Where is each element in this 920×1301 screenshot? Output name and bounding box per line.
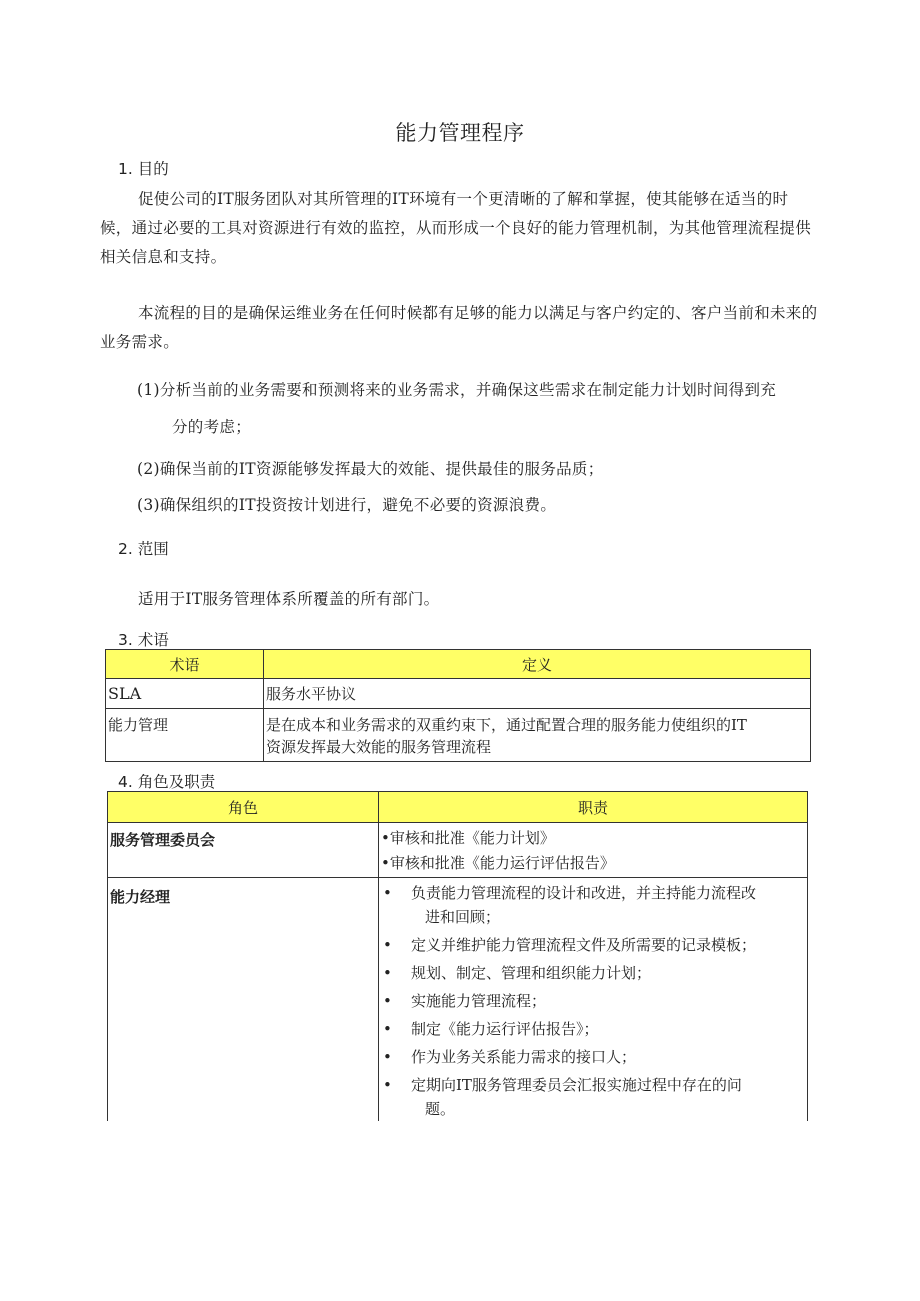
def-cell (264, 709, 811, 762)
term-cell: 能力管理 (106, 709, 264, 762)
roles-header-role: 角色 (108, 792, 379, 823)
purpose-item-1-cont: 分的考虑； (172, 418, 252, 436)
purpose-item-1: (1)分析当前的业务需要和预测将来的业务需求，并确保这些需求在制定能力计划时间得到充 (137, 381, 777, 399)
section2-heading: 2. 范围 (118, 540, 169, 558)
duty-cell (379, 823, 808, 878)
purpose-item-2: (2)确保当前的IT资源能够发挥最大的效能、提供最佳的服务品质； (137, 460, 604, 478)
table-row (108, 878, 808, 1122)
table-row (106, 679, 811, 709)
terms-header-term: 术语 (106, 650, 264, 679)
duty-item: • 负责能力管理流程的设计和改进，并主持能力流程改 进和回顾； (381, 881, 805, 929)
bullet-icon: • (383, 964, 392, 982)
duty-cell (379, 878, 808, 1122)
table-row (106, 709, 811, 762)
bullet-icon: • (383, 1048, 392, 1066)
roles-table (107, 791, 808, 1121)
terms-table (105, 649, 811, 762)
roles-header-duty: 职责 (379, 792, 808, 823)
table-row (108, 823, 808, 878)
bullet-icon: • (383, 936, 392, 954)
bullet-icon: • (383, 1020, 392, 1038)
duty-item: •审核和批准《能力计划》 (381, 829, 555, 847)
section4-heading: 4. 角色及职责 (118, 773, 216, 791)
purpose-paragraph-1: 促使公司的IT服务团队对其所管理的IT环境有一个更清晰的了解和掌握，使其能够在适当的时候，通过必要的工具对资源进行有效的监控，从而形成一个良好的能力管理机制，为其他管理流程提供相关信息和支持。 (100, 190, 812, 266)
term-cell: SLA (106, 679, 264, 709)
purpose-paragraph-2: 本流程的目的是确保运维业务在任何时候都有足够的能力以满足与客户约定的、客户当前和未来的业务需求。 (100, 304, 818, 351)
duty-item: • 规划、制定、管理和组织能力计划； (381, 961, 805, 985)
role-name: 能力经理 (110, 888, 171, 906)
duty-item: • 实施能力管理流程； (381, 989, 805, 1013)
section3-heading: 3. 术语 (118, 631, 169, 649)
def-cell: 服务水平协议 (264, 679, 811, 709)
bullet-icon: • (383, 884, 392, 902)
bullet-icon: • (383, 1076, 392, 1094)
page-title: 能力管理程序 (395, 121, 525, 145)
duty-item: • 定期向IT服务管理委员会汇报实施过程中存在的问 题。 (381, 1073, 805, 1121)
purpose-item-3: (3)确保组织的IT投资按计划进行，避免不必要的资源浪费。 (137, 496, 557, 514)
bullet-icon: • (383, 992, 392, 1010)
section1-heading: 1. 目的 (118, 160, 169, 178)
role-cell (108, 823, 379, 878)
duty-item: • 作为业务关系能力需求的接口人； (381, 1045, 805, 1069)
role-cell (108, 878, 379, 1122)
terms-header-def: 定义 (264, 650, 811, 679)
role-name: 服务管理委员会 (110, 831, 216, 849)
def-line: 是在成本和业务需求的双重约束下，通过配置合理的服务能力使组织的IT (266, 716, 747, 734)
duty-item: •审核和批准《能力运行评估报告》 (381, 854, 615, 872)
def-line: 资源发挥最大效能的服务管理流程 (266, 738, 492, 756)
duty-item: • 定义并维护能力管理流程文件及所需要的记录模板； (381, 933, 805, 957)
duty-item: • 制定《能力运行评估报告》； (381, 1017, 805, 1041)
scope-paragraph: 适用于IT服务管理体系所覆盖的所有部门。 (138, 590, 440, 608)
